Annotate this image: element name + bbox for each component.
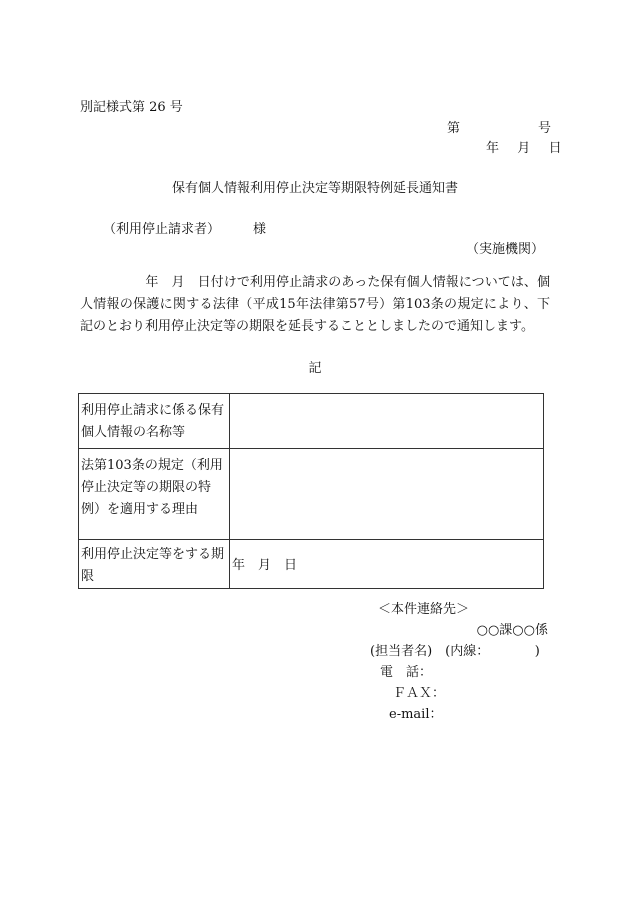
contact-phone: 電 話： [380,665,433,680]
issue-date [486,137,562,156]
addressee-honorific: 様 [253,222,267,237]
row-value: 年 月 日 [230,540,544,589]
date-year: 年 [486,141,500,156]
form-number: 別記様式第 26 号 [80,100,183,115]
date-month: 月 [517,141,531,156]
row-label-text: 法第103条の規定（利用停止決定等の期限の特例）を適用する理由 [81,458,223,517]
row-label [79,394,230,449]
details-table [78,393,544,589]
row-value [230,394,544,449]
doc-number-suffix: 号 [538,121,552,136]
contact-title: ＜本件連絡先＞ [378,602,470,617]
ki-heading: 記 [308,361,322,376]
body-paragraph: 年 月 日付けで利用停止請求のあった保有個人情報については、個人情報の保護に関する法律（平成15年法律第57号）第103条の規定により、下記のとおり利用停止決定等の期限を延長することとしましたので通知します。 [80,275,550,334]
issuing-agency: （実施機関） [465,242,544,257]
row-label [79,449,230,540]
document-title: 保有個人情報利用停止決定等期限特例延長通知書 [171,181,458,196]
date-day: 日 [548,141,562,156]
contact-fax: ＦＡＸ： [393,686,446,701]
table-row [79,540,544,589]
doc-number-label: 第 [447,121,461,136]
row-label-text: 利用停止請求に係る保有個人情報の名称等 [81,403,225,440]
contact-section: ○○課○○係 [476,623,548,638]
table-row [79,394,544,449]
row-label-text: 利用停止決定等をする期限 [81,547,225,584]
addressee-name: （利用停止請求者） [103,222,221,237]
row-label [79,540,230,589]
row-value [230,449,544,540]
table-row [79,449,544,540]
contact-person: (担当者名) (内線： ) [370,644,540,659]
contact-email: e-mail： [389,707,443,722]
